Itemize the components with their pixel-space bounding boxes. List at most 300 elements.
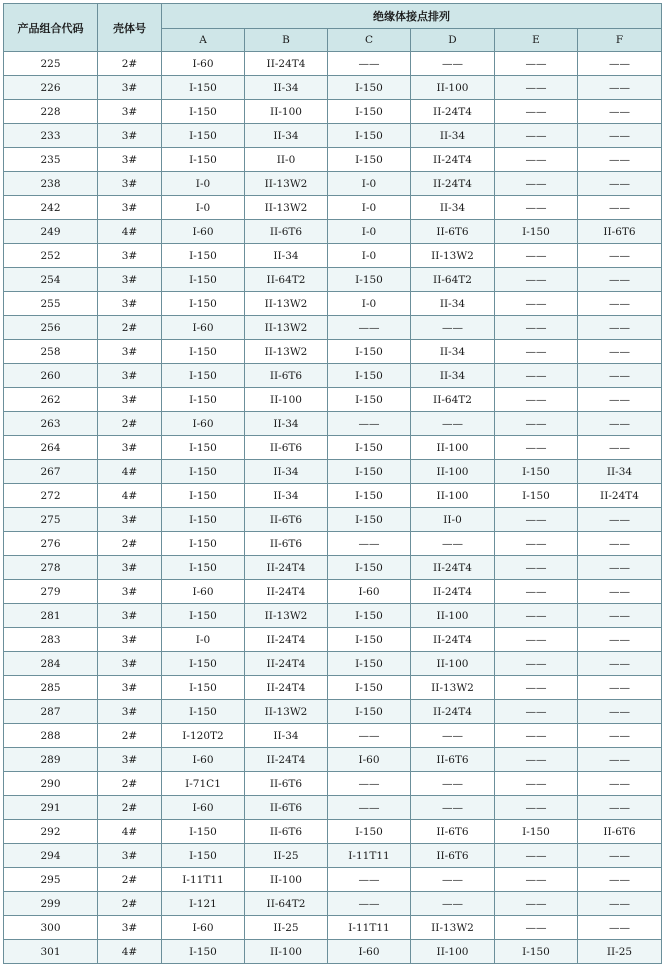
shell-number-cell: 4# <box>98 940 162 964</box>
position-d-cell: II-6T6 <box>411 820 495 844</box>
contact-arrangement-table <box>3 3 662 964</box>
position-d-cell: II-13W2 <box>411 916 495 940</box>
position-f-cell: —— <box>578 580 662 604</box>
position-c-cell: I-150 <box>328 820 411 844</box>
shell-number-cell: 3# <box>98 844 162 868</box>
position-d-cell: II-6T6 <box>411 748 495 772</box>
position-c-cell: I-150 <box>328 628 411 652</box>
position-f-cell: —— <box>578 604 662 628</box>
position-a-cell: I-150 <box>162 604 245 628</box>
product-code-cell: 294 <box>4 844 98 868</box>
product-code-cell: 275 <box>4 508 98 532</box>
product-code-cell: 295 <box>4 868 98 892</box>
table-body <box>4 52 662 964</box>
position-d-cell: II-34 <box>411 196 495 220</box>
position-f-cell: —— <box>578 748 662 772</box>
position-c-cell: —— <box>328 412 411 436</box>
position-b-cell: II-64T2 <box>245 268 328 292</box>
table-row <box>4 868 662 892</box>
position-c-cell: I-150 <box>328 364 411 388</box>
product-code-cell: 292 <box>4 820 98 844</box>
shell-number-cell: 3# <box>98 244 162 268</box>
position-d-cell: —— <box>411 52 495 76</box>
position-f-cell: —— <box>578 52 662 76</box>
position-a-cell: I-121 <box>162 892 245 916</box>
position-b-cell: II-13W2 <box>245 604 328 628</box>
position-b-cell: II-100 <box>245 868 328 892</box>
position-c-cell: I-150 <box>328 604 411 628</box>
position-e-cell: —— <box>495 604 578 628</box>
position-c-cell: I-0 <box>328 172 411 196</box>
header-position-e: E <box>495 29 578 52</box>
table-row <box>4 676 662 700</box>
position-c-cell: I-60 <box>328 580 411 604</box>
table-row <box>4 916 662 940</box>
position-b-cell: II-24T4 <box>245 580 328 604</box>
table-row <box>4 700 662 724</box>
table-row <box>4 124 662 148</box>
product-code-cell: 299 <box>4 892 98 916</box>
position-c-cell: I-150 <box>328 460 411 484</box>
product-code-cell: 288 <box>4 724 98 748</box>
position-d-cell: II-34 <box>411 124 495 148</box>
position-e-cell: —— <box>495 844 578 868</box>
position-c-cell: —— <box>328 796 411 820</box>
position-e-cell: —— <box>495 364 578 388</box>
table-row <box>4 460 662 484</box>
position-d-cell: II-100 <box>411 484 495 508</box>
position-e-cell: —— <box>495 412 578 436</box>
position-f-cell: —— <box>578 76 662 100</box>
table-row <box>4 484 662 508</box>
header-product-code: 产品组合代码 <box>4 4 98 52</box>
product-code-cell: 258 <box>4 340 98 364</box>
product-code-cell: 264 <box>4 436 98 460</box>
position-d-cell: II-100 <box>411 460 495 484</box>
shell-number-cell: 2# <box>98 412 162 436</box>
position-a-cell: I-150 <box>162 124 245 148</box>
header-shell-number: 壳体号 <box>98 4 162 52</box>
position-c-cell: —— <box>328 892 411 916</box>
position-b-cell: II-34 <box>245 460 328 484</box>
position-b-cell: II-34 <box>245 124 328 148</box>
position-b-cell: II-25 <box>245 916 328 940</box>
position-c-cell: I-60 <box>328 940 411 964</box>
position-b-cell: II-13W2 <box>245 172 328 196</box>
position-c-cell: I-0 <box>328 292 411 316</box>
position-f-cell: —— <box>578 508 662 532</box>
position-b-cell: II-13W2 <box>245 700 328 724</box>
position-d-cell: II-6T6 <box>411 220 495 244</box>
product-code-cell: 281 <box>4 604 98 628</box>
table-row <box>4 772 662 796</box>
table-row <box>4 388 662 412</box>
position-f-cell: —— <box>578 100 662 124</box>
position-a-cell: I-150 <box>162 532 245 556</box>
position-d-cell: II-24T4 <box>411 628 495 652</box>
position-c-cell: —— <box>328 868 411 892</box>
position-e-cell: —— <box>495 868 578 892</box>
table-row <box>4 340 662 364</box>
product-code-cell: 290 <box>4 772 98 796</box>
position-c-cell: —— <box>328 724 411 748</box>
position-f-cell: —— <box>578 796 662 820</box>
table-row <box>4 172 662 196</box>
position-c-cell: I-150 <box>328 340 411 364</box>
position-a-cell: I-150 <box>162 844 245 868</box>
position-a-cell: I-150 <box>162 700 245 724</box>
position-a-cell: I-60 <box>162 580 245 604</box>
position-d-cell: II-13W2 <box>411 676 495 700</box>
position-e-cell: —— <box>495 892 578 916</box>
position-c-cell: I-150 <box>328 556 411 580</box>
position-e-cell: —— <box>495 580 578 604</box>
shell-number-cell: 3# <box>98 916 162 940</box>
position-c-cell: I-150 <box>328 388 411 412</box>
position-b-cell: II-34 <box>245 484 328 508</box>
position-c-cell: I-11T11 <box>328 844 411 868</box>
product-code-cell: 283 <box>4 628 98 652</box>
position-d-cell: II-34 <box>411 340 495 364</box>
position-e-cell: —— <box>495 52 578 76</box>
product-code-cell: 276 <box>4 532 98 556</box>
position-a-cell: I-150 <box>162 652 245 676</box>
product-code-cell: 267 <box>4 460 98 484</box>
position-c-cell: I-60 <box>328 748 411 772</box>
product-code-cell: 284 <box>4 652 98 676</box>
position-a-cell: I-150 <box>162 676 245 700</box>
shell-number-cell: 3# <box>98 148 162 172</box>
position-b-cell: II-24T4 <box>245 748 328 772</box>
position-e-cell: —— <box>495 76 578 100</box>
header-insulator-contact-arrangement: 绝缘体接点排列 <box>162 4 662 29</box>
position-a-cell: I-150 <box>162 292 245 316</box>
position-c-cell: —— <box>328 316 411 340</box>
position-a-cell: I-71C1 <box>162 772 245 796</box>
shell-number-cell: 3# <box>98 580 162 604</box>
position-e-cell: —— <box>495 100 578 124</box>
position-b-cell: II-6T6 <box>245 364 328 388</box>
position-e-cell: —— <box>495 148 578 172</box>
position-f-cell: II-25 <box>578 940 662 964</box>
position-e-cell: —— <box>495 748 578 772</box>
table-row <box>4 844 662 868</box>
position-e-cell: I-150 <box>495 220 578 244</box>
position-f-cell: —— <box>578 556 662 580</box>
shell-number-cell: 2# <box>98 868 162 892</box>
position-b-cell: II-24T4 <box>245 556 328 580</box>
position-a-cell: I-150 <box>162 100 245 124</box>
position-e-cell: —— <box>495 388 578 412</box>
product-code-cell: 242 <box>4 196 98 220</box>
position-c-cell: I-0 <box>328 220 411 244</box>
position-b-cell: II-6T6 <box>245 796 328 820</box>
product-code-cell: 287 <box>4 700 98 724</box>
position-f-cell: —— <box>578 244 662 268</box>
position-d-cell: —— <box>411 772 495 796</box>
position-f-cell: —— <box>578 724 662 748</box>
position-e-cell: —— <box>495 772 578 796</box>
position-e-cell: —— <box>495 724 578 748</box>
position-c-cell: I-150 <box>328 100 411 124</box>
shell-number-cell: 4# <box>98 820 162 844</box>
position-b-cell: II-24T4 <box>245 52 328 76</box>
shell-number-cell: 3# <box>98 604 162 628</box>
header-position-f: F <box>578 29 662 52</box>
product-code-cell: 256 <box>4 316 98 340</box>
shell-number-cell: 4# <box>98 484 162 508</box>
product-code-cell: 278 <box>4 556 98 580</box>
position-e-cell: —— <box>495 196 578 220</box>
shell-number-cell: 3# <box>98 508 162 532</box>
position-a-cell: I-60 <box>162 316 245 340</box>
shell-number-cell: 3# <box>98 100 162 124</box>
position-d-cell: II-24T4 <box>411 580 495 604</box>
position-e-cell: —— <box>495 172 578 196</box>
position-b-cell: II-13W2 <box>245 340 328 364</box>
shell-number-cell: 3# <box>98 364 162 388</box>
position-b-cell: II-24T4 <box>245 628 328 652</box>
position-e-cell: —— <box>495 676 578 700</box>
table-row <box>4 364 662 388</box>
table-row <box>4 724 662 748</box>
position-b-cell: II-6T6 <box>245 436 328 460</box>
position-c-cell: I-11T11 <box>328 916 411 940</box>
position-a-cell: I-60 <box>162 796 245 820</box>
table-row <box>4 940 662 964</box>
header-position-a: A <box>162 29 245 52</box>
position-a-cell: I-0 <box>162 196 245 220</box>
product-code-cell: 285 <box>4 676 98 700</box>
position-c-cell: —— <box>328 532 411 556</box>
table-row <box>4 412 662 436</box>
position-f-cell: —— <box>578 916 662 940</box>
shell-number-cell: 2# <box>98 772 162 796</box>
position-f-cell: II-6T6 <box>578 220 662 244</box>
position-b-cell: II-6T6 <box>245 220 328 244</box>
table-row <box>4 100 662 124</box>
product-code-cell: 301 <box>4 940 98 964</box>
product-code-cell: 272 <box>4 484 98 508</box>
position-a-cell: I-150 <box>162 436 245 460</box>
position-a-cell: I-60 <box>162 220 245 244</box>
shell-number-cell: 2# <box>98 532 162 556</box>
position-b-cell: II-34 <box>245 412 328 436</box>
position-a-cell: I-150 <box>162 268 245 292</box>
position-b-cell: II-0 <box>245 148 328 172</box>
position-f-cell: —— <box>578 148 662 172</box>
position-d-cell: II-24T4 <box>411 148 495 172</box>
position-d-cell: II-24T4 <box>411 100 495 124</box>
position-e-cell: —— <box>495 628 578 652</box>
position-d-cell: —— <box>411 412 495 436</box>
position-b-cell: II-13W2 <box>245 196 328 220</box>
product-code-cell: 254 <box>4 268 98 292</box>
position-f-cell: —— <box>578 172 662 196</box>
product-code-cell: 238 <box>4 172 98 196</box>
position-a-cell: I-150 <box>162 148 245 172</box>
product-code-cell: 252 <box>4 244 98 268</box>
position-a-cell: I-150 <box>162 244 245 268</box>
position-a-cell: I-150 <box>162 940 245 964</box>
position-e-cell: —— <box>495 316 578 340</box>
header-position-b: B <box>245 29 328 52</box>
product-code-cell: 255 <box>4 292 98 316</box>
position-f-cell: —— <box>578 364 662 388</box>
position-f-cell: II-6T6 <box>578 820 662 844</box>
position-c-cell: I-150 <box>328 508 411 532</box>
table-row <box>4 748 662 772</box>
position-f-cell: —— <box>578 844 662 868</box>
position-f-cell: —— <box>578 412 662 436</box>
position-b-cell: II-100 <box>245 940 328 964</box>
position-b-cell: II-24T4 <box>245 676 328 700</box>
position-d-cell: II-34 <box>411 364 495 388</box>
table-row <box>4 196 662 220</box>
product-code-cell: 300 <box>4 916 98 940</box>
table-row <box>4 652 662 676</box>
table-row <box>4 220 662 244</box>
position-e-cell: I-150 <box>495 820 578 844</box>
position-a-cell: I-60 <box>162 916 245 940</box>
position-b-cell: II-6T6 <box>245 820 328 844</box>
position-e-cell: —— <box>495 700 578 724</box>
shell-number-cell: 3# <box>98 676 162 700</box>
position-f-cell: —— <box>578 676 662 700</box>
position-e-cell: —— <box>495 508 578 532</box>
position-a-cell: I-120T2 <box>162 724 245 748</box>
position-b-cell: II-34 <box>245 76 328 100</box>
position-f-cell: —— <box>578 292 662 316</box>
position-a-cell: I-60 <box>162 412 245 436</box>
product-code-cell: 289 <box>4 748 98 772</box>
position-d-cell: —— <box>411 796 495 820</box>
position-b-cell: II-34 <box>245 244 328 268</box>
position-d-cell: II-0 <box>411 508 495 532</box>
position-c-cell: I-150 <box>328 436 411 460</box>
position-e-cell: —— <box>495 124 578 148</box>
shell-number-cell: 4# <box>98 220 162 244</box>
position-a-cell: I-150 <box>162 508 245 532</box>
position-f-cell: II-24T4 <box>578 484 662 508</box>
position-a-cell: I-150 <box>162 76 245 100</box>
position-d-cell: II-100 <box>411 436 495 460</box>
position-b-cell: II-13W2 <box>245 316 328 340</box>
header-position-d: D <box>411 29 495 52</box>
shell-number-cell: 2# <box>98 796 162 820</box>
table-row <box>4 268 662 292</box>
position-c-cell: I-150 <box>328 484 411 508</box>
position-a-cell: I-150 <box>162 460 245 484</box>
shell-number-cell: 3# <box>98 628 162 652</box>
product-code-cell: 249 <box>4 220 98 244</box>
table-row <box>4 148 662 172</box>
position-f-cell: —— <box>578 868 662 892</box>
position-b-cell: II-100 <box>245 100 328 124</box>
product-code-cell: 235 <box>4 148 98 172</box>
position-a-cell: I-150 <box>162 388 245 412</box>
position-e-cell: —— <box>495 796 578 820</box>
position-b-cell: II-100 <box>245 388 328 412</box>
position-b-cell: II-64T2 <box>245 892 328 916</box>
position-e-cell: —— <box>495 436 578 460</box>
position-e-cell: —— <box>495 244 578 268</box>
shell-number-cell: 2# <box>98 316 162 340</box>
position-c-cell: I-0 <box>328 244 411 268</box>
table-row <box>4 436 662 460</box>
shell-number-cell: 3# <box>98 76 162 100</box>
product-code-cell: 228 <box>4 100 98 124</box>
shell-number-cell: 3# <box>98 172 162 196</box>
position-e-cell: —— <box>495 652 578 676</box>
shell-number-cell: 4# <box>98 460 162 484</box>
table-row <box>4 604 662 628</box>
position-a-cell: I-150 <box>162 556 245 580</box>
table-row <box>4 52 662 76</box>
product-code-cell: 225 <box>4 52 98 76</box>
table-row <box>4 796 662 820</box>
table-row <box>4 580 662 604</box>
position-d-cell: II-24T4 <box>411 172 495 196</box>
position-b-cell: II-13W2 <box>245 292 328 316</box>
table-row <box>4 532 662 556</box>
product-code-cell: 260 <box>4 364 98 388</box>
position-f-cell: —— <box>578 124 662 148</box>
position-c-cell: I-150 <box>328 148 411 172</box>
position-e-cell: I-150 <box>495 460 578 484</box>
position-d-cell: II-100 <box>411 940 495 964</box>
position-e-cell: I-150 <box>495 484 578 508</box>
product-code-cell: 226 <box>4 76 98 100</box>
table-row <box>4 628 662 652</box>
position-e-cell: —— <box>495 532 578 556</box>
position-e-cell: —— <box>495 556 578 580</box>
position-b-cell: II-24T4 <box>245 652 328 676</box>
position-d-cell: II-100 <box>411 76 495 100</box>
shell-number-cell: 3# <box>98 700 162 724</box>
table-row <box>4 892 662 916</box>
position-a-cell: I-60 <box>162 52 245 76</box>
table-row <box>4 508 662 532</box>
position-c-cell: I-150 <box>328 700 411 724</box>
shell-number-cell: 3# <box>98 556 162 580</box>
product-code-cell: 291 <box>4 796 98 820</box>
product-code-cell: 279 <box>4 580 98 604</box>
position-a-cell: I-60 <box>162 748 245 772</box>
shell-number-cell: 3# <box>98 268 162 292</box>
position-b-cell: II-6T6 <box>245 508 328 532</box>
position-a-cell: I-0 <box>162 172 245 196</box>
position-c-cell: I-150 <box>328 268 411 292</box>
position-f-cell: —— <box>578 316 662 340</box>
shell-number-cell: 3# <box>98 124 162 148</box>
position-f-cell: —— <box>578 532 662 556</box>
product-code-cell: 233 <box>4 124 98 148</box>
shell-number-cell: 3# <box>98 388 162 412</box>
position-d-cell: —— <box>411 892 495 916</box>
position-f-cell: —— <box>578 628 662 652</box>
position-c-cell: —— <box>328 52 411 76</box>
position-f-cell: —— <box>578 268 662 292</box>
position-c-cell: I-150 <box>328 76 411 100</box>
position-f-cell: —— <box>578 772 662 796</box>
table-row <box>4 556 662 580</box>
table-row <box>4 292 662 316</box>
shell-number-cell: 3# <box>98 652 162 676</box>
position-f-cell: —— <box>578 196 662 220</box>
position-d-cell: II-100 <box>411 652 495 676</box>
position-a-cell: I-150 <box>162 820 245 844</box>
